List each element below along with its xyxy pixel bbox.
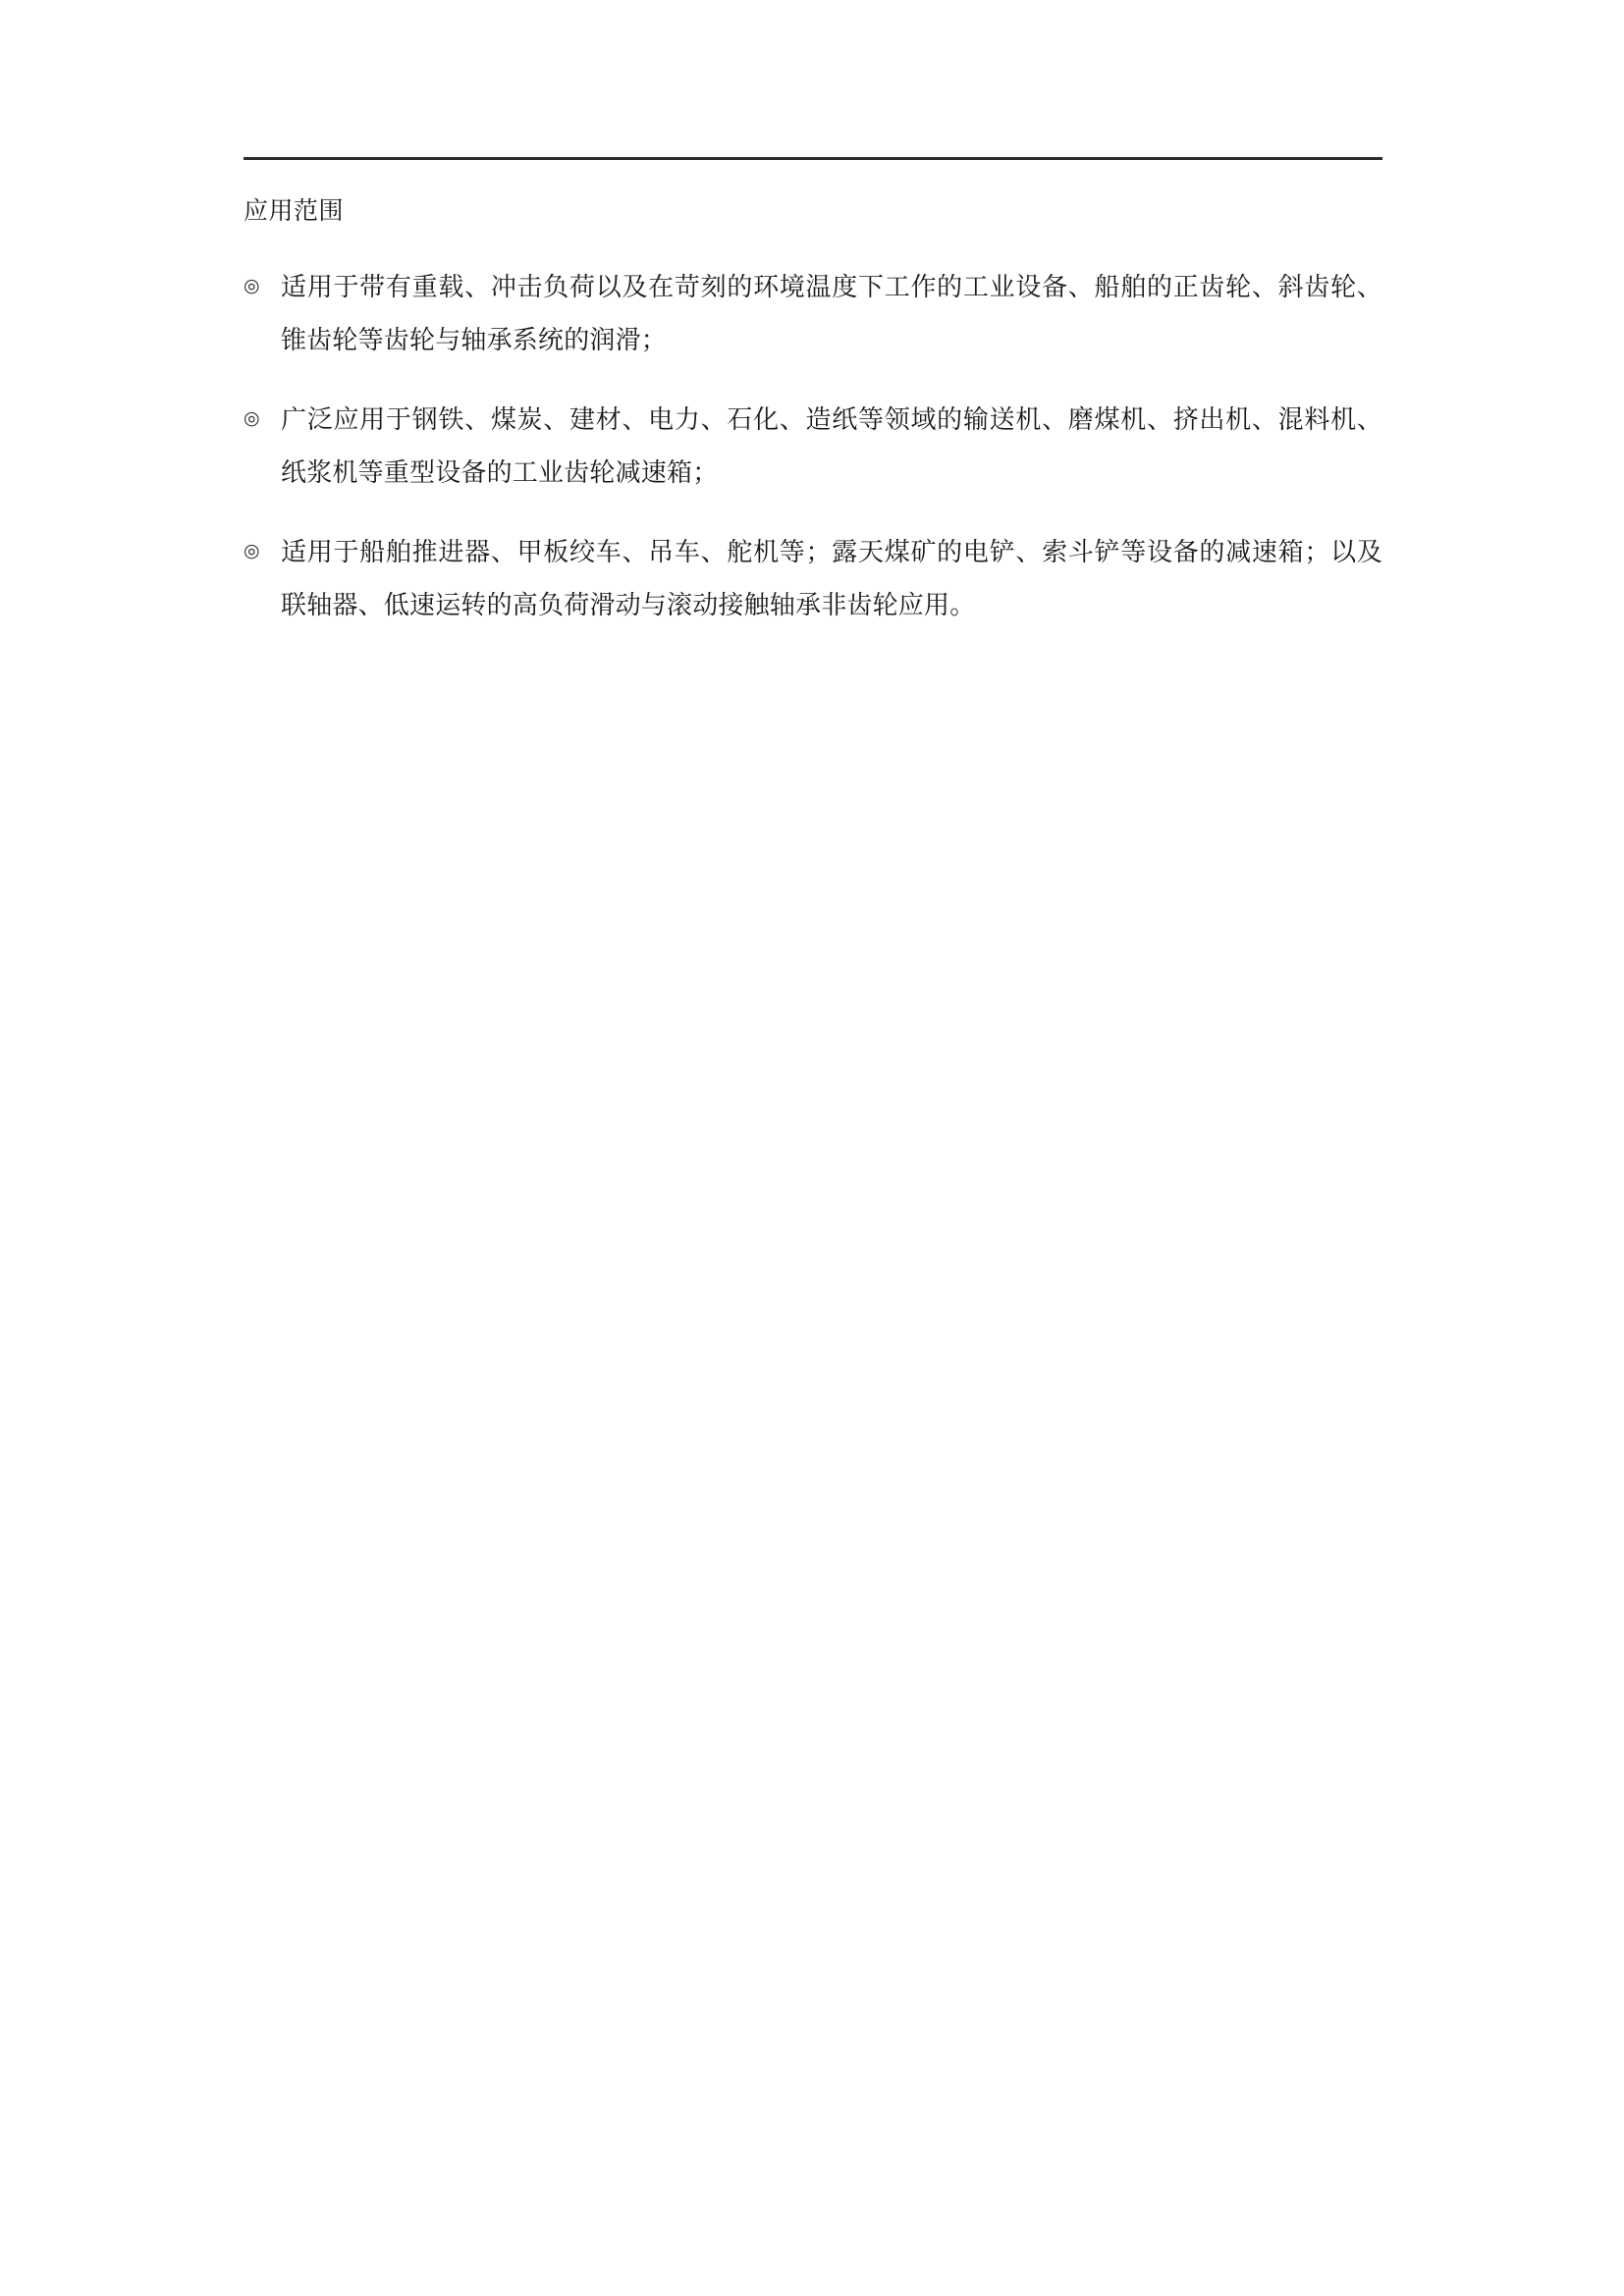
list-item: [244, 393, 1382, 500]
list-item-text: 适用于带有重载、冲击负荷以及在苛刻的环境温度下工作的工业设备、船舶的正齿轮、斜齿轮、锥齿轮等齿轮与轴承系统的润滑；: [281, 271, 1382, 355]
section-title: 应用范围: [244, 197, 345, 225]
page-content: [244, 157, 1382, 632]
bullet-point-icon: ◎: [244, 407, 260, 429]
bullet-point-icon: ◎: [244, 275, 260, 296]
list-item-text: 适用于船舶推进器、甲板绞车、吊车、舵机等；露天煤矿的电铲、索斗铲等设备的减速箱；以及联轴器、低速运转的高负荷滑动与滚动接触轴承非齿轮应用。: [281, 536, 1382, 620]
list-item: [244, 525, 1382, 632]
list-item-text: 广泛应用于钢铁、煤炭、建材、电力、石化、造纸等领域的输送机、磨煤机、挤出机、混料机、纸浆机等重型设备的工业齿轮减速箱；: [281, 403, 1382, 488]
header-divider: [244, 157, 1382, 160]
bullet-point-icon: ◎: [244, 540, 260, 561]
application-scope-list: [244, 260, 1382, 633]
list-item: [244, 260, 1382, 367]
